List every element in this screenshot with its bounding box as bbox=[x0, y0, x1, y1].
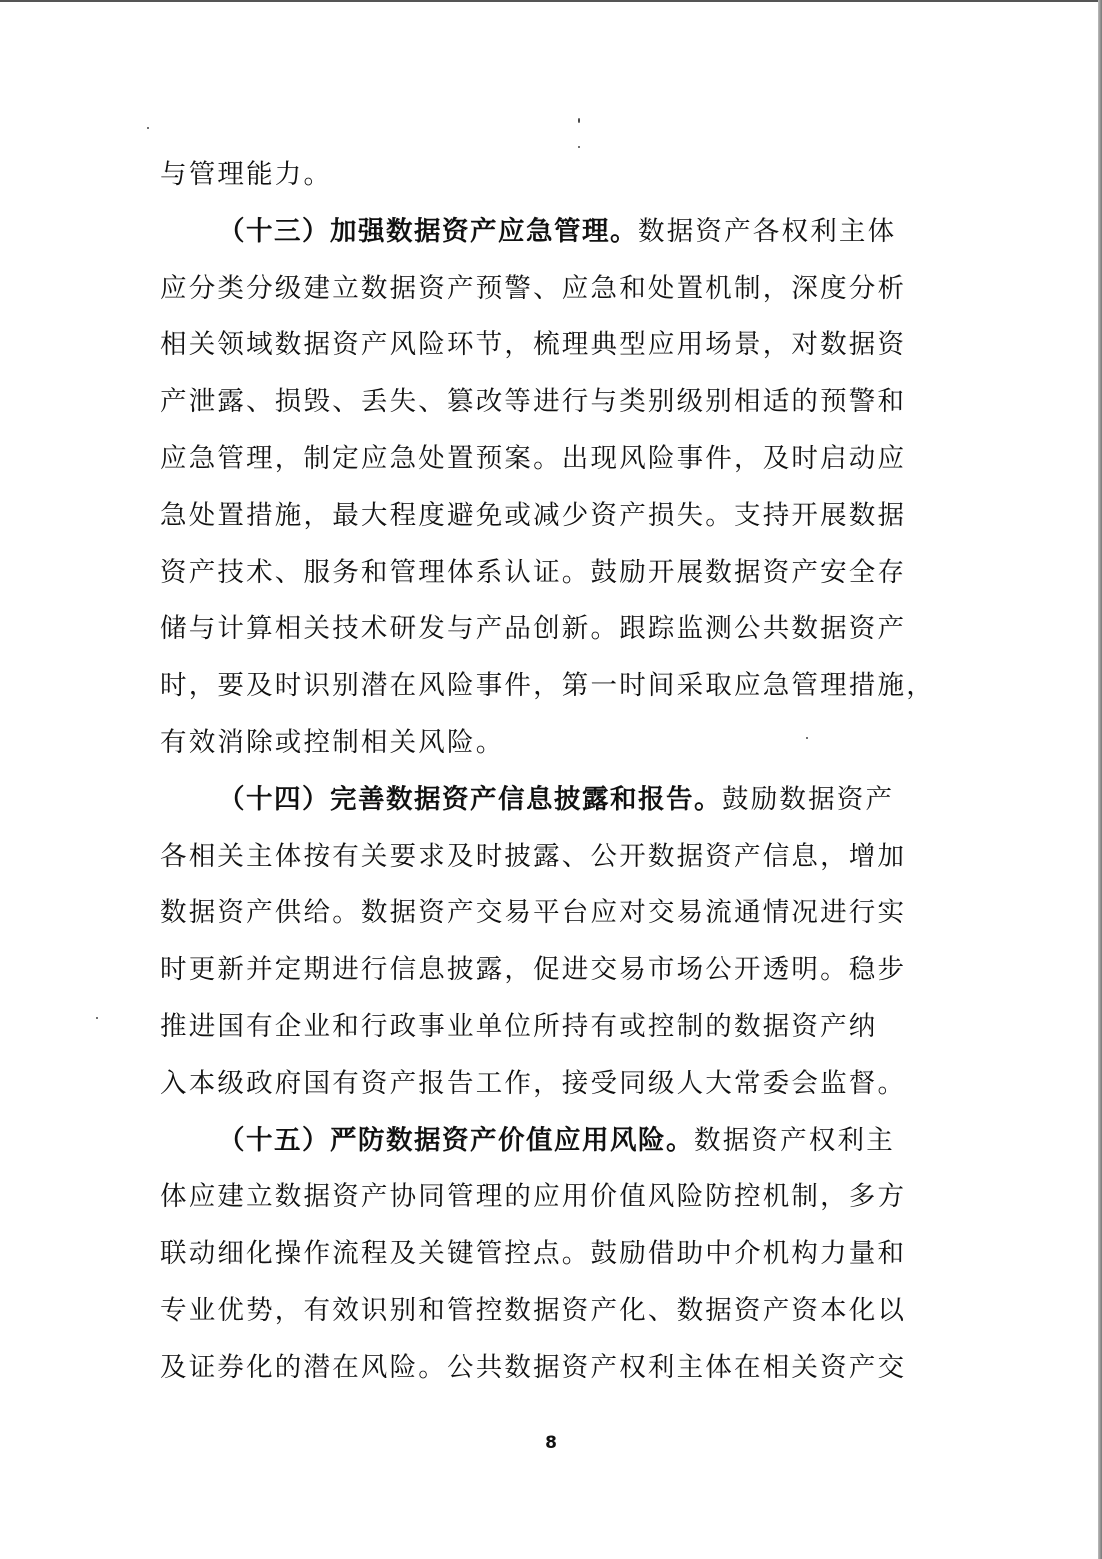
text-line: 急处置措施，最大程度避免或减少资产损失。支持开展数据 bbox=[160, 499, 907, 531]
text-line: 时更新并定期进行信息披露，促进交易市场公开透明。稳步 bbox=[160, 954, 907, 986]
page-number: 8 bbox=[545, 1433, 557, 1453]
scan-top-border bbox=[0, 0, 1102, 2]
text-line: 有效消除或控制相关风险。 bbox=[160, 726, 505, 758]
body-text bbox=[160, 147, 935, 1397]
text-line: 专业优势，有效识别和管控数据资产化、数据资产资本化以 bbox=[160, 1294, 907, 1326]
text-line: 数据资产供给。数据资产交易平台应对交易流通情况进行实 bbox=[160, 897, 907, 929]
section-15-first-line bbox=[160, 1113, 920, 1170]
text-line: 资产技术、服务和管理体系认证。鼓励开展数据资产安全存 bbox=[160, 556, 907, 588]
section-14-heading: （十四）完善数据资产信息披露和报告。 bbox=[218, 783, 722, 815]
section-13-lead: 数据资产各权利主体 bbox=[638, 215, 897, 247]
section-14-first-line bbox=[160, 772, 920, 829]
text-line: 应急管理，制定应急处置预案。出现风险事件，及时启动应 bbox=[160, 442, 907, 474]
text-line: 应分类分级建立数据资产预警、应急和处置机制，深度分析 bbox=[160, 272, 907, 304]
text-line: 入本级政府国有资产报告工作，接受同级人大常委会监督。 bbox=[160, 1067, 907, 1099]
text-line: 时，要及时识别潜在风险事件，第一时间采取应急管理措施， bbox=[160, 670, 935, 702]
text-line: 相关领域数据资产风险环节，梳理典型应用场景，对数据资 bbox=[160, 329, 907, 361]
text-line: 与管理能力。 bbox=[160, 159, 333, 190]
text-line: 体应建立数据资产协同管理的应用价值风险防控机制，多方 bbox=[160, 1181, 907, 1213]
scan-speck bbox=[147, 127, 149, 129]
text-line: 联动细化操作流程及关键管控点。鼓励借助中介机构力量和 bbox=[160, 1238, 907, 1270]
scan-right-border bbox=[1098, 0, 1102, 1559]
section-15-heading: （十五）严防数据资产价值应用风险。 bbox=[218, 1124, 694, 1156]
section-13-heading: （十三）加强数据资产应急管理。 bbox=[218, 215, 638, 247]
text-line: 各相关主体按有关要求及时披露、公开数据资产信息，增加 bbox=[160, 840, 907, 872]
scan-speck bbox=[578, 118, 580, 123]
text-line: 产泄露、损毁、丢失、篡改等进行与类别级别相适的预警和 bbox=[160, 386, 907, 418]
text-line: 及证券化的潜在风险。公共数据资产权利主体在相关资产交 bbox=[160, 1351, 907, 1383]
section-13-first-line bbox=[160, 204, 920, 261]
scan-speck bbox=[96, 1017, 98, 1019]
text-line: 推进国有企业和行政事业单位所持有或控制的数据资产纳 bbox=[160, 1010, 878, 1042]
text-line: 储与计算相关技术研发与产品创新。跟踪监测公共数据资产 bbox=[160, 613, 907, 645]
section-15-lead: 数据资产权利主 bbox=[694, 1124, 895, 1156]
section-14-lead: 鼓励数据资产 bbox=[722, 783, 895, 815]
